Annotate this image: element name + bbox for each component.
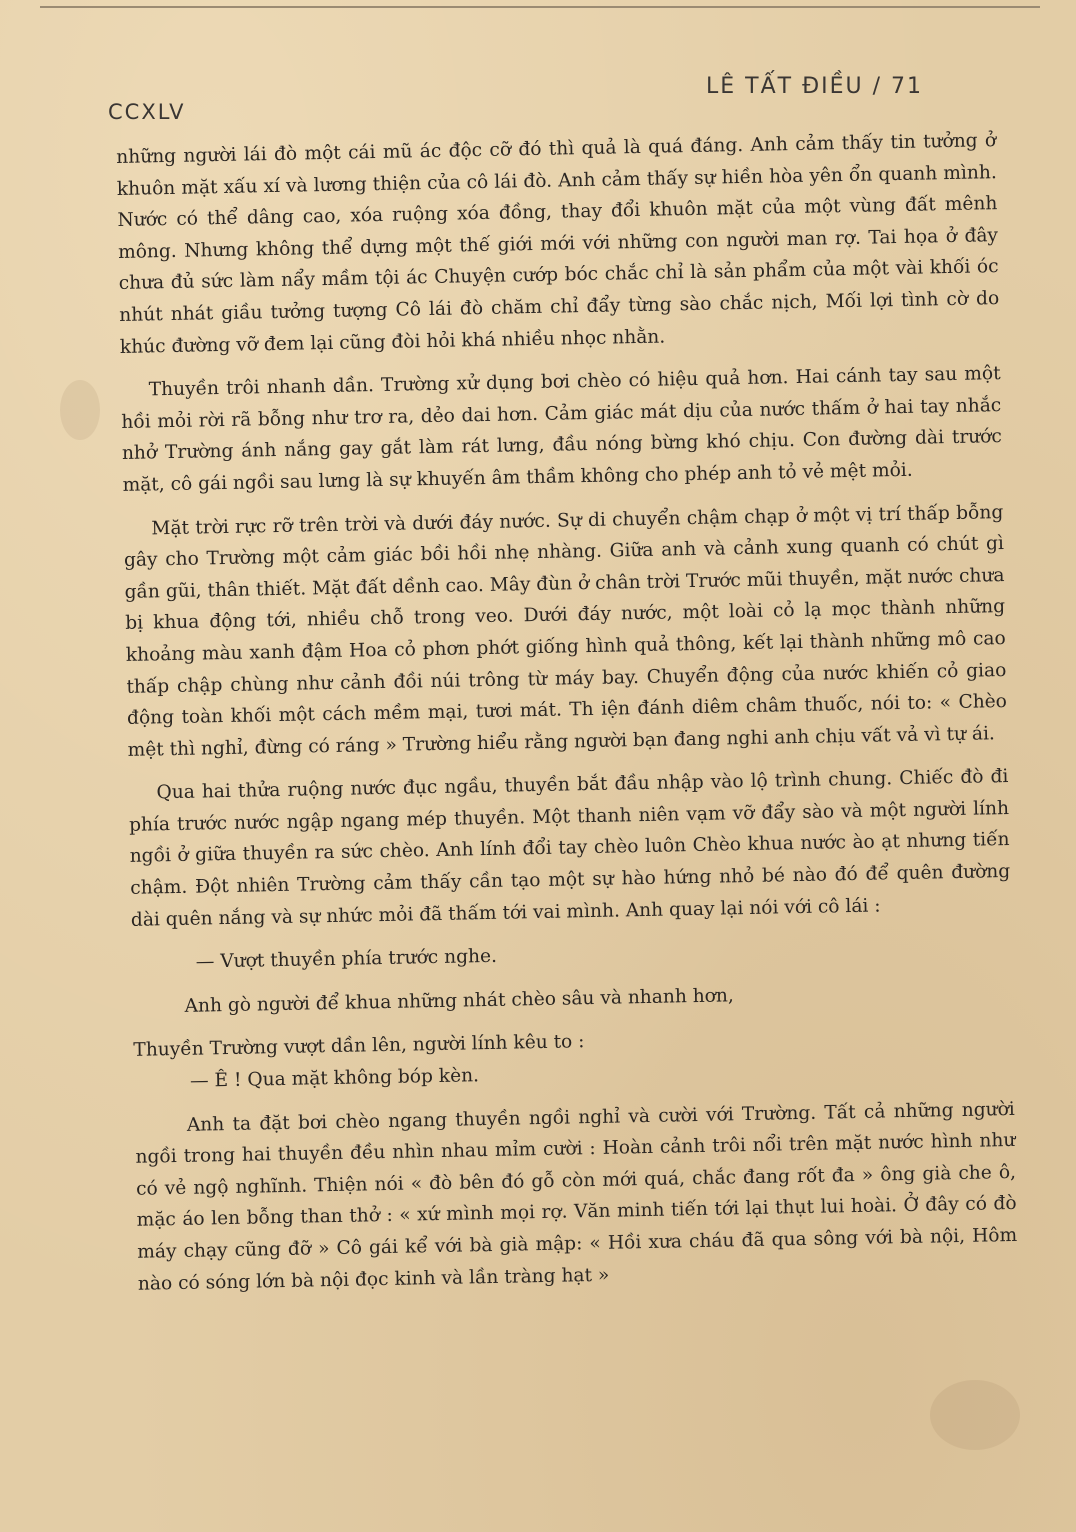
paragraph: Thuyền Trường vượt dần lên, người lính kêu to : bbox=[133, 1031, 585, 1062]
paragraph: những người lái đò một cái mũ ác độc cỡ đó thì quả là quá đáng. Anh cảm thấy tin tưởng ở khuôn mặt xấu xí và lương thiện của cô lái đò. Anh cảm thấy sự hiền hòa yên ổn quanh mình. Nước có thể dâng cao, xóa ruộng xóa đồng, thay đổi khuôn mặt của một vùng đất mênh mông. Nhưng không thể dựng một thế giới mới với những con người man rợ. Tai họa ở đây chưa đủ sức làm nẩy mầm tội ác Chuyện cướp bóc chắc chỉ là sản phẩm của một vài khối óc nhút nhát giầu tưởng tượng Cô lái đò chăm chỉ đẩy từng sào chắc nịch, Mối lợi tình cờ do khúc đường vỡ đem lại cũng đòi hỏi khá nhiều nhọc nhằn. bbox=[116, 130, 1000, 358]
paragraph: Thuyền trôi nhanh dần. Trường xử dụng bơi chèo có hiệu quả hơn. Hai cánh tay sau một hồi mỏi rời rã bỗng như trơ ra, dẻo dai hơn. Cảm giác mát dịu của nước thấm ở hai tay nhắc nhở Trường ánh nắng gay gắt làm rát lưng, đầu nóng bừng khó chịu. Con đường dài trước mặt, cô gái ngồi sau lưng là sự khuyến âm thầm không cho phép anh tỏ vẻ mệt mỏi. bbox=[121, 363, 1003, 496]
top-rule bbox=[40, 6, 1040, 8]
paper-stain bbox=[930, 1380, 1020, 1450]
body-text bbox=[116, 125, 1018, 1300]
dialogue-line: — Vượt thuyền phía trước nghe. bbox=[195, 946, 498, 973]
running-header: LÊ TẤT ĐIỀU / 71 bbox=[706, 74, 924, 99]
paragraph: Anh gò người để khua những nhát chèo sâu và nhanh hơn, bbox=[184, 985, 734, 1017]
section-number: CCXLV bbox=[108, 100, 186, 124]
dialogue-line: — Ê ! Qua mặt không bóp kèn. bbox=[189, 1065, 480, 1092]
paragraph: Anh ta đặt bơi chèo ngang thuyền ngồi nghỉ và cười với Trường. Tất cả những người ngồi trong hai thuyền đều nhìn nhau mỉm cười : Hoàn cảnh trôi nổi trên mặt nước hình như có vẻ ngộ nghĩnh. Thiện nói « đò bên đó gỗ còn mới quá, chắc đang rốt đa » ông già che ô, mặc áo len bỗng than thở : « xứ mình mọi rợ. Văn minh tiến tới lại thụt lui hoài. Ở đây có đò máy chạy cũng đỡ » Cô gái kể với bà già mập: « Hồi xưa cháu đã qua sông với bà nội, Hôm nào có sóng lớn bà nội đọc kinh và lần tràng hạt » bbox=[135, 1098, 1018, 1295]
paper-stain bbox=[60, 380, 100, 440]
paragraph: Mặt trời rực rỡ trên trời và dưới đáy nước. Sự di chuyển chậm chạp ở một vị trí thấp bỗng gây cho Trường một cảm giác bồi hồi nhẹ nhàng. Giữa anh và cảnh xung quanh có chút gì gần gũi, thân thiết. Mặt đất dềnh cao. Mây đùn ở chân trời Trước mũi thuyền, mặt nước chưa bị khua động tới, nhiều chỗ trong veo. Dưới đáy nước, một loài cỏ lạ mọc thành những khoảng màu xanh đậm Hoa cỏ phơn phớt giống hình quả thông, kết lại thành những mô cao thấp chập chùng như cảnh đồi núi trông từ máy bay. Chuyển động của nước khiến cỏ giao động toàn khối một cách mềm mại, tươi mát. Th iện đánh diêm châm thuốc, nói to: « Chèo mệt thì nghỉ, đừng có ráng » Trường hiểu rằng người bạn đang nghi anh chịu vất vả vì tự ái. bbox=[123, 501, 1008, 761]
paragraph: Qua hai thửa ruộng nước đục ngầu, thuyền bắt đầu nhập vào lộ trình chung. Chiếc đò đi phía trước nước ngập ngang mép thuyền. Một thanh niên vạm vỡ đẩy sào và một người lính ngồi ở giữa thuyền ra sức chèo. Anh lính đổi tay chèo luôn Chèo khua nước ào ạt nhưng tiến chậm. Đột nhiên Trường cảm thấy cần tạo một sự hào hứng nhỏ bé nào đó để quên đường dài quên nắng và sự nhức mỏi đã thấm tới vai mình. Anh quay lại nói với cô lái : bbox=[128, 766, 1011, 931]
